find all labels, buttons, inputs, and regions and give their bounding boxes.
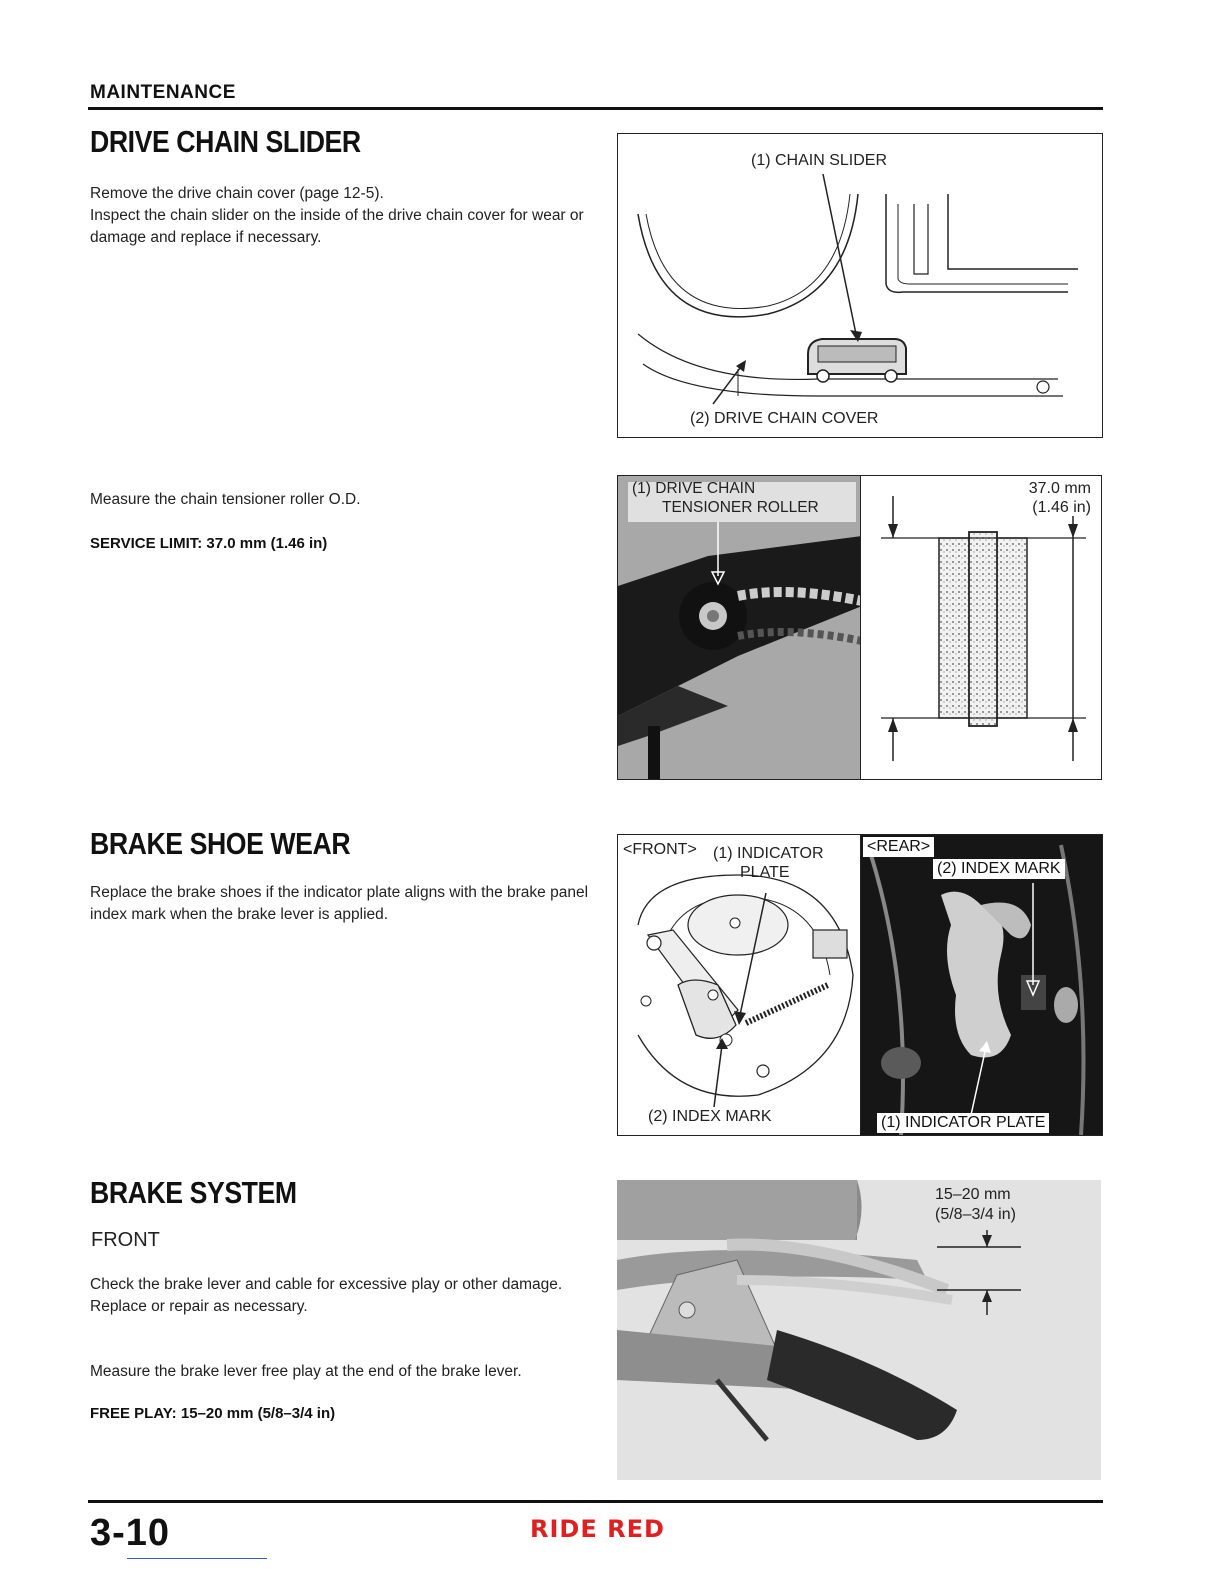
front-tag: <FRONT>	[623, 841, 697, 858]
front-index-mark-label: (2) INDEX MARK	[648, 1108, 772, 1125]
rear-brake-drawing	[861, 835, 1102, 1135]
footer-rule	[88, 1500, 1103, 1503]
tensioner-service-limit: SERVICE LIMIT: 37.0 mm (1.46 in)	[90, 535, 328, 552]
remove-cover-instruction: Remove the drive chain cover (page 12-5).	[90, 185, 384, 202]
brake-lever-photo	[617, 1180, 1101, 1480]
tensioner-roller-photo	[617, 475, 863, 780]
roller-dim-mm: 37.0 mm	[1028, 480, 1091, 497]
brake-system-subtitle: FRONT	[91, 1229, 160, 1251]
roller-dimension-drawing	[861, 476, 1101, 779]
section-header: MAINTENANCE	[90, 82, 236, 103]
free-play-dim-mm: 15–20 mm	[935, 1186, 1011, 1203]
rear-tag: <REAR>	[863, 837, 934, 857]
check-lever-instruction: Check the brake lever and cable for excessive play or other damage.	[90, 1276, 563, 1293]
replace-repair-instruction: Replace or repair as necessary.	[90, 1298, 308, 1315]
footer-link-underline	[127, 1558, 267, 1559]
page-number: 3-10	[90, 1512, 171, 1554]
drive-chain-cover-label: (2) DRIVE CHAIN COVER	[690, 410, 879, 427]
rear-brake-photo	[860, 834, 1103, 1136]
brake-system-text	[90, 1274, 600, 1318]
brake-lever-drawing	[617, 1180, 1101, 1480]
front-indicator-label-1: (1) INDICATOR	[713, 845, 824, 862]
brake-shoe-wear-text: Replace the brake shoes if the indicator plate aligns with the brake panel index mark when the brake lever is applied.	[90, 884, 589, 923]
drive-chain-slider-title: DRIVE CHAIN SLIDER	[90, 124, 361, 159]
inspect-slider-instruction: Inspect the chain slider on the inside of the drive chain cover for wear or damage and replace if necessary.	[90, 207, 584, 246]
roller-dimension-figure	[860, 475, 1102, 780]
tensioner-instruction: Measure the chain tensioner roller O.D.	[90, 491, 361, 508]
rear-index-mark-label: (2) INDEX MARK	[933, 859, 1065, 879]
front-brake-figure	[617, 834, 861, 1136]
drive-chain-slider-text	[90, 183, 600, 249]
free-play-spec: FREE PLAY: 15–20 mm (5/8–3/4 in)	[90, 1405, 336, 1422]
brake-shoe-wear-title: BRAKE SHOE WEAR	[90, 826, 351, 861]
free-play-dim-in: (5/8–3/4 in)	[935, 1206, 1016, 1223]
front-brake-drawing	[618, 835, 860, 1135]
tensioner-photo-drawing	[618, 476, 862, 779]
chain-slider-drawing	[618, 134, 1102, 437]
tensioner-roller-label-1: (1) DRIVE CHAIN	[632, 480, 756, 497]
header-rule	[88, 107, 1103, 110]
measure-free-play-instruction: Measure the brake lever free play at the end of the brake lever.	[90, 1363, 522, 1380]
rear-indicator-plate-label: (1) INDICATOR PLATE	[877, 1113, 1049, 1133]
chain-slider-label: (1) CHAIN SLIDER	[751, 152, 888, 169]
roller-dim-in: (1.46 in)	[1032, 499, 1091, 516]
brand-watermark: RIDE RED	[530, 1515, 665, 1543]
tensioner-roller-label-2: TENSIONER ROLLER	[662, 499, 819, 516]
front-indicator-label-2: PLATE	[740, 864, 790, 881]
brake-system-title: BRAKE SYSTEM	[90, 1175, 297, 1210]
chain-slider-figure	[617, 133, 1103, 438]
